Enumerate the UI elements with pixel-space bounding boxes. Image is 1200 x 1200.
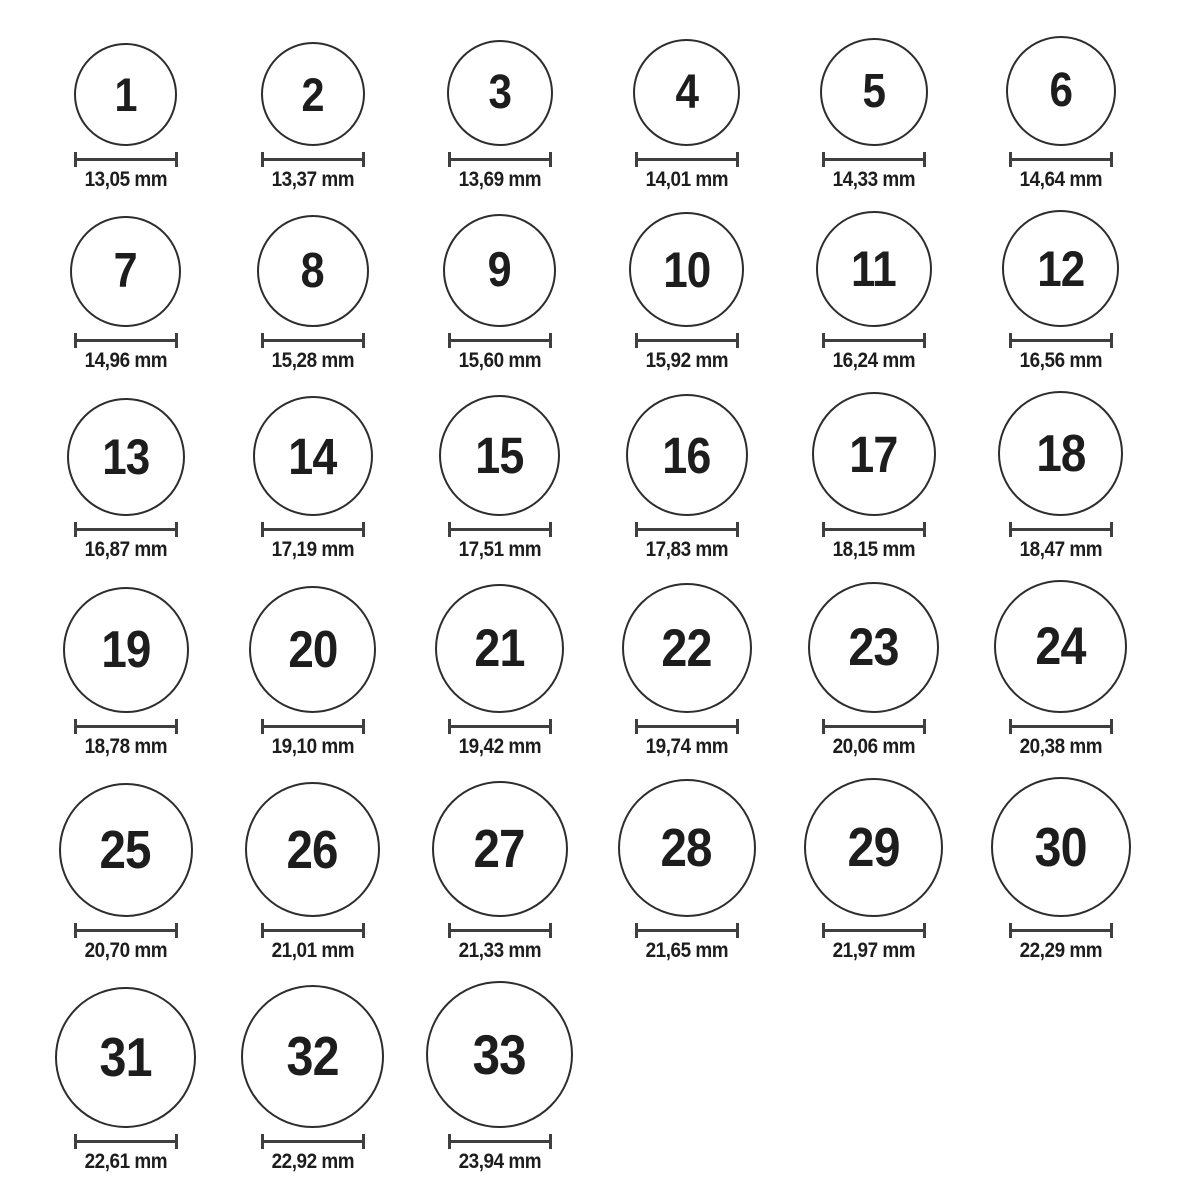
- measure-tick-right-icon: [175, 719, 178, 734]
- measure-rule: [264, 339, 362, 342]
- measure-rule: [1012, 725, 1110, 728]
- diameter-label: 14,01 mm: [645, 168, 728, 191]
- ring-size-number: 12: [1036, 240, 1085, 297]
- ring-size-item: [1006, 36, 1116, 190]
- diameter-label: 15,60 mm: [458, 349, 541, 372]
- diameter-measure-line: [822, 333, 926, 348]
- ring-circle: [626, 394, 748, 516]
- ring-size-item: [804, 778, 943, 961]
- ring-size-number: 29: [847, 816, 900, 878]
- ring-size-item: [439, 395, 560, 560]
- ring-size-number: 15: [475, 427, 524, 484]
- ring-size-number: 5: [862, 65, 885, 118]
- measure-tick-right-icon: [362, 719, 365, 734]
- measure-tick-right-icon: [549, 152, 552, 167]
- ring-circle: [63, 587, 189, 713]
- measure-tick-right-icon: [736, 923, 739, 938]
- ring-circle: [432, 781, 568, 917]
- diameter-measure-line: [261, 152, 365, 167]
- ring-size-item: [63, 587, 189, 757]
- ring-size-item: [443, 214, 556, 371]
- measure-tick-right-icon: [362, 923, 365, 938]
- measure-tick-right-icon: [549, 719, 552, 734]
- measure-rule: [451, 158, 549, 161]
- ring-size-number: 8: [300, 243, 325, 298]
- ring-circle: [253, 396, 373, 516]
- ring-circle: [816, 211, 932, 327]
- ring-circle: [994, 580, 1127, 713]
- measure-tick-right-icon: [175, 522, 178, 537]
- ring-size-number: 33: [472, 1022, 527, 1086]
- measure-rule: [638, 929, 736, 932]
- measure-rule: [638, 725, 736, 728]
- measure-tick-right-icon: [549, 522, 552, 537]
- diameter-label: 23,94 mm: [458, 1150, 541, 1173]
- measure-rule: [638, 339, 736, 342]
- ring-size-item: [633, 39, 740, 190]
- diameter-measure-line: [261, 522, 365, 537]
- ring-size-item: [629, 212, 744, 371]
- diameter-measure-line: [635, 152, 739, 167]
- diameter-label: 13,05 mm: [84, 168, 167, 191]
- diameter-measure-line: [261, 719, 365, 734]
- diameter-label: 19,10 mm: [271, 735, 354, 758]
- measure-rule: [77, 339, 175, 342]
- ring-circle: [257, 215, 369, 327]
- ring-size-number: 19: [100, 621, 151, 679]
- ring-size-item: [626, 394, 748, 560]
- ring-circle: [808, 582, 939, 713]
- measure-tick-right-icon: [923, 719, 926, 734]
- diameter-label: 15,92 mm: [645, 349, 728, 372]
- diameter-label: 21,65 mm: [645, 939, 728, 962]
- ring-size-number: 1: [114, 68, 137, 121]
- ring-size-item: [426, 981, 573, 1172]
- diameter-measure-line: [74, 719, 178, 734]
- measure-tick-right-icon: [923, 522, 926, 537]
- ring-circle: [1002, 210, 1119, 327]
- diameter-label: 17,19 mm: [271, 538, 354, 561]
- ring-size-item: [998, 391, 1123, 560]
- measure-rule: [77, 528, 175, 531]
- diameter-label: 15,28 mm: [271, 349, 354, 372]
- diameter-measure-line: [635, 522, 739, 537]
- ring-size-number: 25: [99, 820, 152, 880]
- ring-size-item: [74, 43, 178, 190]
- diameter-measure-line: [261, 333, 365, 348]
- measure-rule: [825, 158, 923, 161]
- diameter-label: 20,70 mm: [84, 939, 167, 962]
- diameter-measure-line: [1009, 522, 1113, 537]
- measure-tick-right-icon: [362, 1134, 365, 1149]
- measure-tick-right-icon: [1110, 152, 1113, 167]
- ring-size-number: 3: [488, 66, 511, 119]
- diameter-measure-line: [74, 333, 178, 348]
- ring-circle: [59, 783, 193, 917]
- ring-size-number: 26: [286, 819, 339, 880]
- ring-circle: [70, 216, 181, 327]
- diameter-measure-line: [74, 522, 178, 537]
- measure-tick-right-icon: [362, 152, 365, 167]
- measure-tick-right-icon: [549, 923, 552, 938]
- measure-tick-right-icon: [1110, 923, 1113, 938]
- diameter-label: 21,33 mm: [458, 939, 541, 962]
- ring-size-number: 23: [848, 618, 899, 677]
- measure-rule: [825, 528, 923, 531]
- ring-size-item: [245, 782, 380, 961]
- ring-circle: [67, 398, 185, 516]
- diameter-measure-line: [822, 152, 926, 167]
- ring-circle: [55, 987, 196, 1128]
- ring-size-item: [618, 779, 756, 961]
- diameter-label: 14,64 mm: [1019, 168, 1102, 191]
- ring-size-number: 18: [1035, 424, 1086, 483]
- ring-size-item: [447, 40, 553, 190]
- measure-tick-right-icon: [1110, 333, 1113, 348]
- ring-size-number: 17: [849, 425, 898, 483]
- ring-circle: [1006, 36, 1116, 146]
- diameter-label: 16,87 mm: [84, 538, 167, 561]
- ring-size-item: [261, 42, 365, 190]
- diameter-label: 18,78 mm: [84, 735, 167, 758]
- diameter-label: 17,51 mm: [458, 538, 541, 561]
- ring-size-item: [820, 38, 928, 190]
- diameter-label: 16,24 mm: [832, 349, 915, 372]
- measure-tick-right-icon: [1110, 522, 1113, 537]
- diameter-measure-line: [822, 923, 926, 938]
- ring-size-item: [991, 777, 1131, 961]
- ring-size-number: 9: [487, 243, 512, 297]
- diameter-label: 18,15 mm: [832, 538, 915, 561]
- ring-size-item: [816, 211, 932, 371]
- measure-rule: [1012, 528, 1110, 531]
- ring-size-number: 32: [286, 1025, 339, 1087]
- ring-size-number: 14: [288, 427, 337, 485]
- ring-size-number: 31: [99, 1026, 152, 1088]
- ring-size-number: 13: [101, 429, 150, 485]
- ring-circle: [443, 214, 556, 327]
- ring-size-item: [432, 781, 568, 961]
- diameter-label: 13,69 mm: [458, 168, 541, 191]
- ring-size-number: 22: [661, 618, 712, 678]
- ring-size-item: [994, 580, 1127, 757]
- ring-size-number: 10: [662, 241, 711, 298]
- diameter-label: 19,42 mm: [458, 735, 541, 758]
- diameter-label: 22,61 mm: [84, 1150, 167, 1173]
- measure-rule: [264, 158, 362, 161]
- measure-rule: [1012, 158, 1110, 161]
- measure-rule: [77, 1140, 175, 1143]
- ring-size-number: 20: [287, 620, 338, 679]
- diameter-measure-line: [822, 522, 926, 537]
- measure-rule: [77, 725, 175, 728]
- ring-circle: [439, 395, 560, 516]
- ring-size-number: 24: [1035, 617, 1086, 676]
- ring-circle: [633, 39, 740, 146]
- measure-rule: [638, 158, 736, 161]
- ring-size-number: 16: [662, 426, 711, 484]
- diameter-measure-line: [635, 333, 739, 348]
- measure-tick-right-icon: [175, 152, 178, 167]
- ring-size-number: 2: [301, 67, 324, 121]
- ring-size-item: [812, 392, 936, 560]
- measure-tick-right-icon: [362, 522, 365, 537]
- diameter-label: 20,38 mm: [1019, 735, 1102, 758]
- ring-size-item: [435, 584, 564, 757]
- measure-tick-right-icon: [923, 152, 926, 167]
- diameter-measure-line: [261, 1134, 365, 1149]
- ring-circle: [820, 38, 928, 146]
- diameter-measure-line: [74, 923, 178, 938]
- diameter-label: 16,56 mm: [1019, 349, 1102, 372]
- diameter-measure-line: [1009, 152, 1113, 167]
- ring-size-number: 7: [113, 244, 138, 298]
- measure-rule: [264, 725, 362, 728]
- diameter-measure-line: [74, 152, 178, 167]
- diameter-label: 14,96 mm: [84, 349, 167, 372]
- ring-size-item: [59, 783, 193, 961]
- ring-size-item: [249, 586, 376, 757]
- measure-tick-right-icon: [923, 333, 926, 348]
- ring-size-item: [1002, 210, 1119, 371]
- ring-circle: [622, 583, 752, 713]
- ring-size-number: 4: [675, 65, 698, 119]
- measure-tick-right-icon: [175, 333, 178, 348]
- ring-size-number: 11: [851, 241, 896, 297]
- ring-size-item: [55, 987, 196, 1172]
- ring-size-number: 27: [473, 819, 526, 879]
- diameter-measure-line: [74, 1134, 178, 1149]
- ring-circle: [629, 212, 744, 327]
- measure-rule: [825, 725, 923, 728]
- diameter-measure-line: [1009, 719, 1113, 734]
- diameter-measure-line: [635, 719, 739, 734]
- diameter-label: 19,74 mm: [645, 735, 728, 758]
- measure-tick-right-icon: [736, 522, 739, 537]
- diameter-measure-line: [448, 1134, 552, 1149]
- diameter-label: 14,33 mm: [832, 168, 915, 191]
- ring-circle: [991, 777, 1131, 917]
- diameter-label: 20,06 mm: [832, 735, 915, 758]
- diameter-label: 21,01 mm: [271, 939, 354, 962]
- ring-size-item: [241, 985, 384, 1172]
- ring-circle: [435, 584, 564, 713]
- diameter-measure-line: [261, 923, 365, 938]
- ring-circle: [249, 586, 376, 713]
- measure-rule: [1012, 339, 1110, 342]
- ring-circle: [245, 782, 380, 917]
- measure-tick-right-icon: [362, 333, 365, 348]
- ring-circle: [804, 778, 943, 917]
- ring-size-item: [622, 583, 752, 757]
- diameter-label: 18,47 mm: [1019, 538, 1102, 561]
- ring-circle: [426, 981, 573, 1128]
- diameter-measure-line: [635, 923, 739, 938]
- measure-tick-right-icon: [175, 923, 178, 938]
- diameter-measure-line: [448, 152, 552, 167]
- diameter-label: 21,97 mm: [832, 939, 915, 962]
- ring-size-item: [257, 215, 369, 371]
- measure-rule: [825, 929, 923, 932]
- diameter-label: 22,92 mm: [271, 1150, 354, 1173]
- ring-size-item: [67, 398, 185, 560]
- diameter-label: 13,37 mm: [271, 168, 354, 191]
- ring-size-number: 6: [1049, 64, 1072, 117]
- measure-tick-right-icon: [1110, 719, 1113, 734]
- measure-rule: [264, 929, 362, 932]
- diameter-measure-line: [822, 719, 926, 734]
- ring-circle: [241, 985, 384, 1128]
- measure-tick-right-icon: [549, 1134, 552, 1149]
- measure-rule: [77, 158, 175, 161]
- measure-tick-right-icon: [175, 1134, 178, 1149]
- measure-rule: [638, 528, 736, 531]
- diameter-label: 22,29 mm: [1019, 939, 1102, 962]
- diameter-measure-line: [1009, 923, 1113, 938]
- ring-circle: [447, 40, 553, 146]
- measure-tick-right-icon: [549, 333, 552, 348]
- measure-rule: [1012, 929, 1110, 932]
- ring-size-item: [253, 396, 373, 560]
- ring-circle: [998, 391, 1123, 516]
- measure-tick-right-icon: [923, 923, 926, 938]
- measure-rule: [451, 929, 549, 932]
- measure-rule: [264, 528, 362, 531]
- diameter-measure-line: [448, 333, 552, 348]
- measure-rule: [825, 339, 923, 342]
- ring-size-item: [808, 582, 939, 757]
- ring-circle: [261, 42, 365, 146]
- measure-tick-right-icon: [736, 152, 739, 167]
- diameter-measure-line: [1009, 333, 1113, 348]
- measure-rule: [77, 929, 175, 932]
- diameter-measure-line: [448, 923, 552, 938]
- ring-size-number: 28: [660, 818, 713, 878]
- ring-size-item: [70, 216, 181, 371]
- ring-size-number: 21: [474, 619, 525, 678]
- measure-rule: [451, 528, 549, 531]
- measure-rule: [451, 339, 549, 342]
- measure-tick-right-icon: [736, 333, 739, 348]
- diameter-measure-line: [448, 522, 552, 537]
- ring-circle: [74, 43, 177, 146]
- measure-rule: [451, 725, 549, 728]
- diameter-label: 17,83 mm: [645, 538, 728, 561]
- measure-rule: [451, 1140, 549, 1143]
- measure-rule: [264, 1140, 362, 1143]
- ring-circle: [812, 392, 936, 516]
- ring-size-number: 30: [1034, 815, 1087, 878]
- ring-circle: [618, 779, 756, 917]
- measure-tick-right-icon: [736, 719, 739, 734]
- diameter-measure-line: [448, 719, 552, 734]
